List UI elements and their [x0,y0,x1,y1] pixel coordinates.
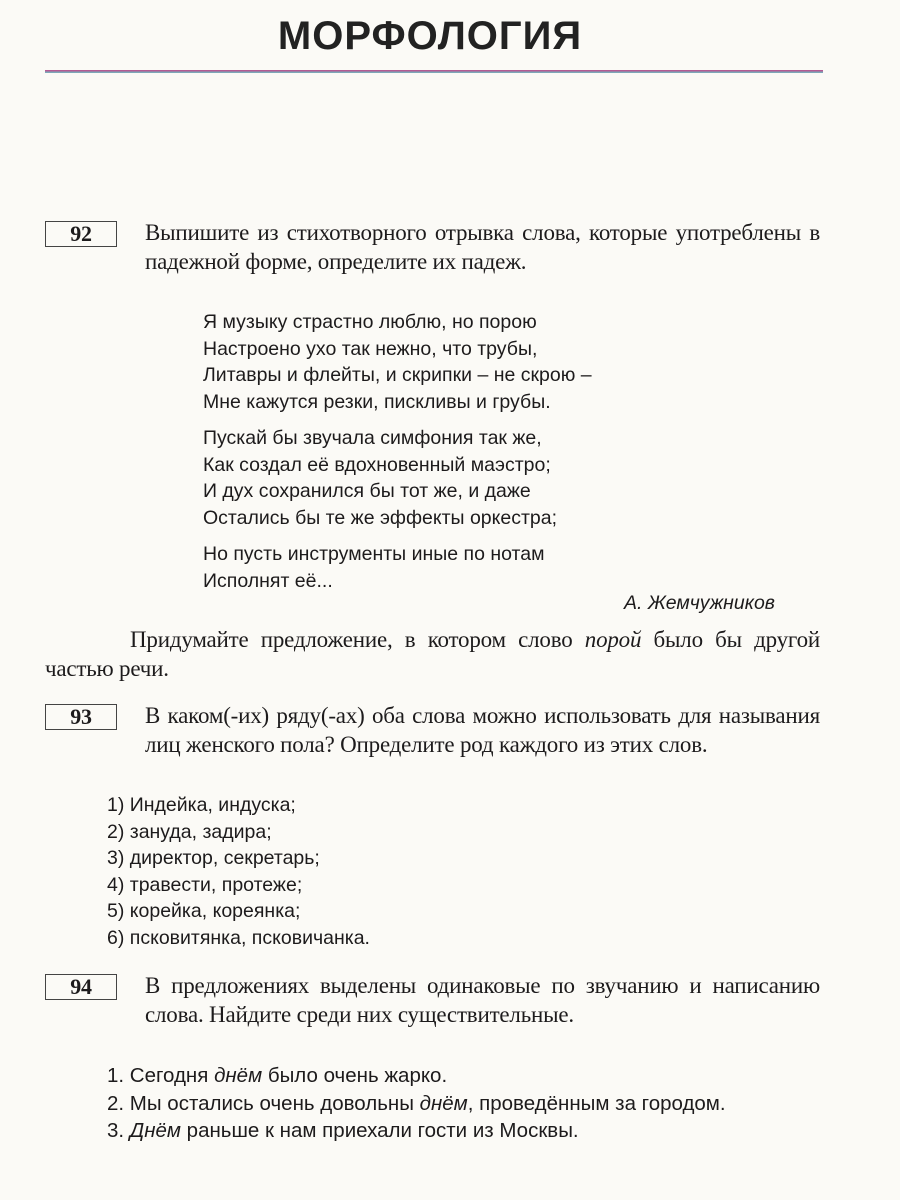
option: 4) травести, протеже; [107,873,303,896]
poem-stanza [203,425,592,531]
exercise-93 [45,702,820,759]
sentence [107,1117,820,1145]
poem-line: Остались бы те же эффекты оркестра; [203,506,558,529]
exercise-task: В каком(-их) ряду(-ах) оба слова можно использовать для называния лиц женского пола? Определите род каждого из этих слов. [145,703,820,757]
poem-line: Исполнят её... [203,569,333,592]
poem-line: И дух сохранился бы тот же, и даже [203,480,531,502]
poem-line: Настроено ухо так нежно, что трубы, [203,337,538,360]
option: 2) зануда, задира; [107,820,272,843]
poem-line: Мне кажутся резки, пискливы и грубы. [203,390,551,413]
title-divider [45,70,823,73]
highlighted-word: порой [584,627,642,652]
option: 1) Индейка, индуска; [107,794,296,816]
exercise-92-extra [45,626,820,683]
text: , проведённым за городом. [467,1091,726,1115]
sentence [107,1062,820,1090]
text: Придумайте предложение, в котором слово [130,627,585,652]
poem-author: А. Жемчужников [623,592,775,614]
exercise-task: В предложениях выделены одинаковые по звучанию и написанию слова. Найдите среди них существительные. [145,973,820,1027]
poem-line: Литавры и флейты, и скрипки – не скрою – [203,364,592,386]
text: 2. Мы остались очень довольны [107,1091,420,1115]
exercise-number: 92 [45,221,117,247]
sentence [45,1090,820,1118]
text: 3. [107,1119,130,1142]
text: раньше к нам приехали гости из Москвы. [180,1119,579,1142]
exercise-93-options [45,792,820,951]
exercise-92 [45,219,820,276]
poem-line: Но пусть инструменты иные по нотам [203,543,545,565]
exercise-94-sentences [45,1062,820,1145]
exercise-number: 94 [45,974,117,1000]
text: было очень жарко. [262,1064,448,1087]
option: 3) директор, секретарь; [107,847,320,869]
poem [203,309,592,604]
highlighted-word: днём [214,1064,263,1087]
text: 1. Сегодня [107,1064,215,1087]
option: 5) корейка, кореянка; [107,900,301,922]
exercise-task: Выпишите из стихотворного отрывка слова, которые употреблены в падежной форме, определите их падеж. [145,220,820,274]
option: 6) псковитянка, псковичанка. [107,926,370,949]
poem-stanza [203,309,592,415]
highlighted-word: днём [419,1091,468,1115]
text: было бы другой частью речи. [45,627,820,681]
poem-line: Я музыку страстно люблю, но порою [203,311,537,333]
exercise-94 [45,972,820,1029]
exercise-number: 93 [45,704,117,730]
poem-line: Пускай бы звучала симфония так же, [203,427,542,449]
poem-line: Как создал её вдохновенный маэстро; [203,453,551,476]
page-title: МОРФОЛОГИЯ [277,14,583,58]
poem-stanza [203,541,592,594]
highlighted-word: Днём [129,1119,181,1142]
